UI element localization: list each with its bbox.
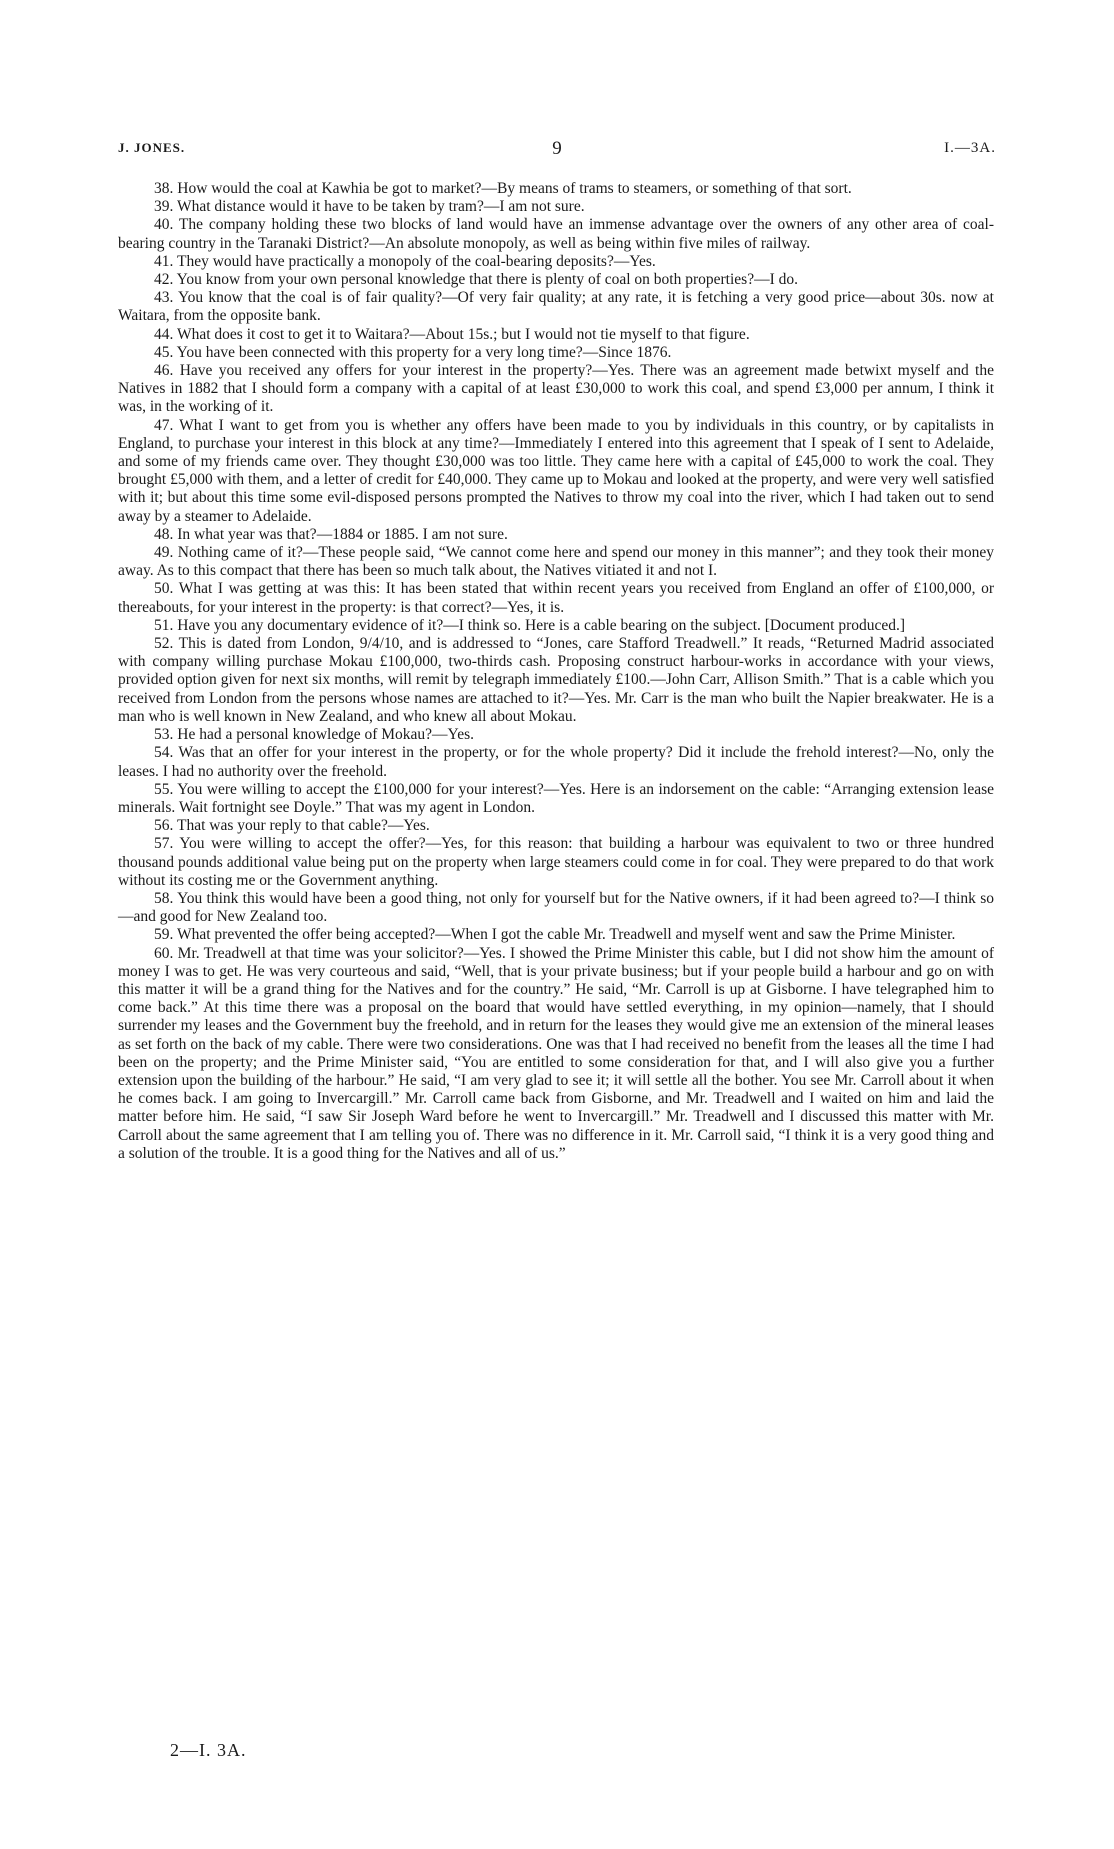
header-paper-reference: I.—3A.: [944, 140, 996, 156]
paragraph-q53: 53. He had a personal knowledge of Mokau?—Yes.: [154, 726, 474, 744]
header-page-number: 9: [552, 138, 562, 159]
evidence-body: [118, 180, 994, 1163]
paragraph-q55: 55. You were willing to accept the £100,000 for your interest?—Yes. Here is an indorsement on the cable: “Arranging extension lease minerals. Wait fortnight see Doyle.” That was my agent in London.: [118, 780, 994, 816]
paragraph-q58: 58. You think this would have been a good thing, not only for yourself but for the Native owners, if it had been agreed to?—I think so—and good for New Zealand too.: [118, 889, 994, 926]
paragraph-q47: 47. What I want to get from you is whether any offers have been made to you by individuals in this country, or by capitalists in England, to purchase your interest in this block at any time?—Immediately I entered into this agreement that I speak of I sent to Adelaide, and some of my friends came over. They thought £30,000 was too little. They came here with a capital of £45,000 to work the coal. They brought £5,000 with them, and a letter of credit for £40,000. They came up to Mokau and looked at the property, and were very well satisfied with it; but about this time some evil-disposed persons prompted the Natives to throw my coal into the river, which I had taken out to send away by a steamer to Adelaide.: [118, 416, 994, 525]
paragraph-q42: 42. You know from your own personal knowledge that there is plenty of coal on both properties?—I do.: [154, 271, 798, 289]
paragraph-q52: 52. This is dated from London, 9/4/10, and is addressed to “Jones, care Stafford Treadwell.” It reads, “Returned Madrid associated with company willing purchase Mokau £100,000, two-thirds cash. Proposing construct harbour-works in accordance with your views, provided option given for next six months, will remit by telegraph immediately £100.—John Carr, Allison Smith.” That is a cable which you received from London from the persons whose names are attached to it?—Yes. Mr. Carr is the man who built the Napier breakwater. He is a man who is well known in New Zealand, and who knew all about Mokau.: [118, 635, 994, 725]
paragraph-q40: 40. The company holding these two blocks of land would have an immense advantage over the owners of any other area of coal-bearing country in the Taranaki District?—An absolute monopoly, as well as being within five miles of railway.: [118, 216, 994, 252]
paragraph-q38: 38. How would the coal at Kawhia be got to market?—By means of trams to steamers, or something of that sort.: [154, 180, 852, 197]
paragraph-q59: 59. What prevented the offer being accepted?—When I got the cable Mr. Treadwell and myself went and saw the Prime Minister.: [154, 926, 956, 944]
paragraph-q41: 41. They would have practically a monopoly of the coal-bearing deposits?—Yes.: [154, 252, 656, 270]
paragraph-q51: 51. Have you any documentary evidence of it?—I think so. Here is a cable bearing on the subject. [Document produced.]: [154, 616, 906, 634]
paragraph-q43: 43. You know that the coal is of fair quality?—Of very fair quality; at any rate, it is fetching a very good price—about 30s. now at Waitara, from the opposite bank.: [118, 289, 994, 325]
paragraph-q44: 44. What does it cost to get it to Waitara?—About 15s.; but I would not tie myself to that figure.: [154, 325, 750, 343]
paragraph-q45: 45. You have been connected with this property for a very long time?—Since 1876.: [154, 343, 672, 361]
paragraph-q56: 56. That was your reply to that cable?—Yes.: [154, 817, 430, 835]
paragraph-q57: 57. You were willing to accept the offer?—Yes, for this reason: that building a harbour was equivalent to two or three hundred thousand pounds additional value being put on the property when large steamers could come in for coal. They were prepared to do that work without its costing me or the Government anything.: [118, 835, 994, 889]
paragraph-q49: 49. Nothing came of it?—These people said, “We cannot come here and spend our money in this manner”; and they took their money away. As to this compact that there has been so much talk about, the Natives vitiated it and not I.: [118, 544, 994, 580]
running-header: [118, 138, 996, 162]
signature-mark: 2—I. 3A.: [170, 1740, 247, 1760]
paragraph-q54: 54. Was that an offer for your interest in the property, or for the whole property? Did it include the frehold interest?—No, only the leases. I had no authority over the freehold.: [118, 744, 994, 780]
paragraph-q60: 60. Mr. Treadwell at that time was your solicitor?—Yes. I showed the Prime Minister this cable, but I did not show him the amount of money I was to get. He was very courteous and said, “Well, that is your private business; but if your people build a harbour and go on with this matter it will be a grand thing for the Natives and for the country.” He said, “Mr. Carroll is up at Gisborne. I have telegraphed him to come back.” At this time there was a proposal on the board that would have settled everything, in my opinion—namely, that I should surrender my leases and the Government buy the freehold, and in return for the leases they would give me an extension of the mineral leases as set forth on the back of my cable. There were two considerations. One was that I had received no benefit from the leases all the time I had been on the property; and the Prime Minister said, “You are entitled to some consideration for that, and I will also give you a further extension upon the building of the harbour.” He said, “I am very glad to see it; it will settle all the bother. You see Mr. Carroll about it when he comes back. I am going to Invercargill.” Mr. Carroll came back from Gisborne, and Mr. Treadwell and I waited on him and laid the matter before him. He said, “I saw Sir Joseph Ward before he went to Invercargill.” Mr. Treadwell and I discussed this matter with Mr. Carroll about the same agreement that I am telling you of. There was no difference in it. Mr. Carroll said, “I think it is a very good thing and a solution of the trouble. It is a good thing for the Natives and all of us.”: [118, 944, 994, 1162]
paragraph-q50: 50. What I was getting at was this: It has been stated that within recent years you received from England an offer of £100,000, or thereabouts, for your interest in the property: is that correct?—Yes, it is.: [118, 580, 994, 616]
paragraph-q46: 46. Have you received any offers for your interest in the property?—Yes. There was an agreement made betwixt myself and the Natives in 1882 that I should form a company with a capital of at least £30,000 to work this coal, and spend £3,000 per annum, I think it was, in the working of it.: [118, 362, 994, 416]
header-witness-name: J. JONES.: [118, 140, 186, 155]
paragraph-q39: 39. What distance would it have to be taken by tram?—I am not sure.: [154, 198, 585, 216]
paragraph-q48: 48. In what year was that?—1884 or 1885. I am not sure.: [154, 525, 508, 543]
